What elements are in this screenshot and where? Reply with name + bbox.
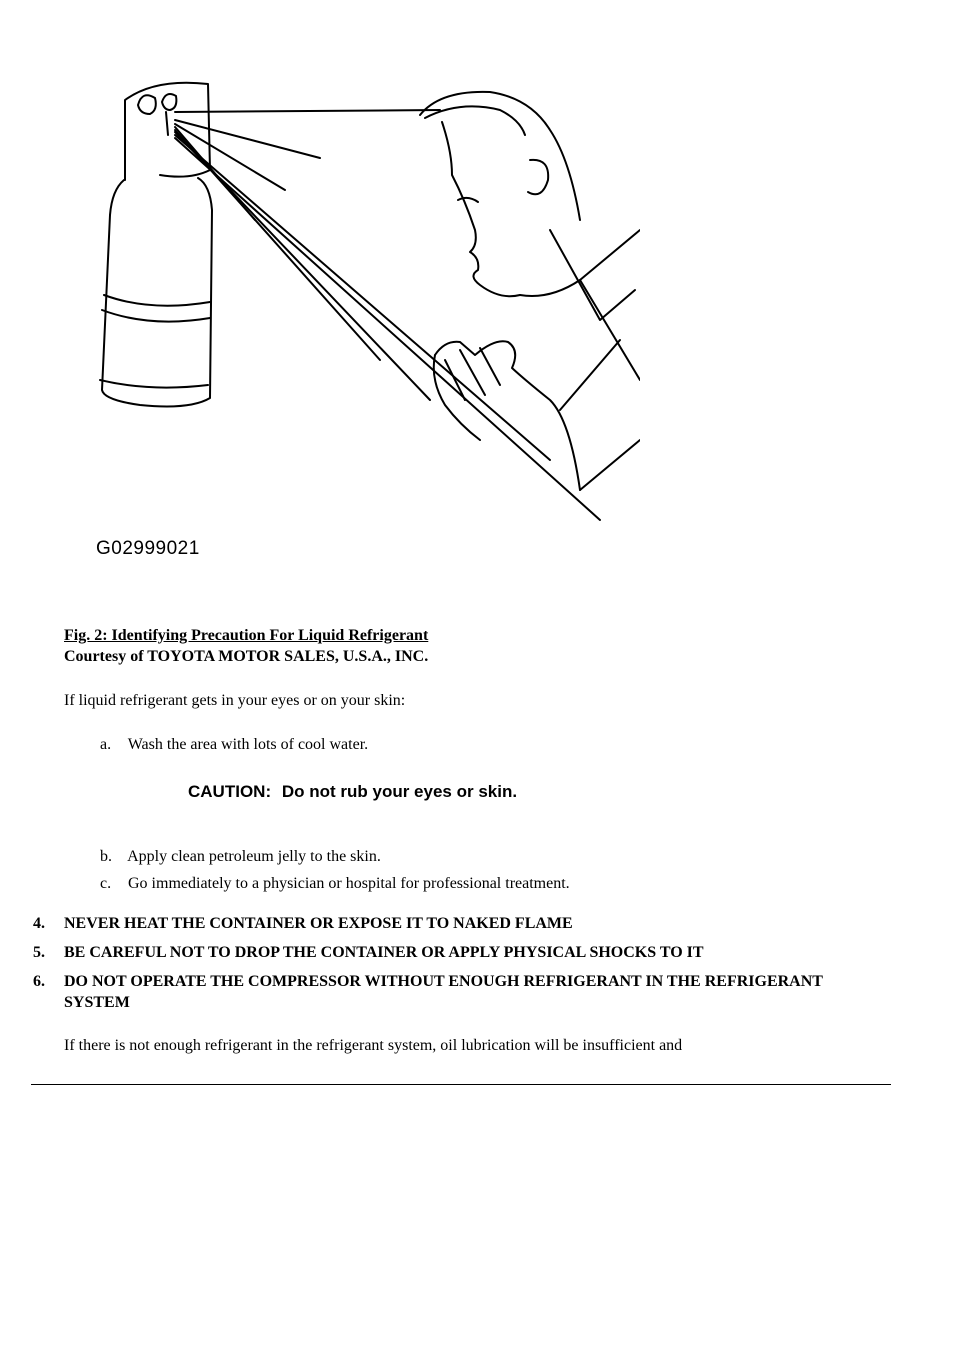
step-label: c.: [100, 875, 112, 892]
item-number: 4.: [33, 915, 45, 932]
item-number: 5.: [33, 944, 45, 961]
figure-caption: [64, 625, 428, 667]
caution-text: Do not rub your eyes or skin.: [281, 782, 518, 801]
item-5: [33, 942, 884, 963]
caution-note: [188, 782, 517, 802]
item-number: 6.: [33, 973, 45, 990]
step-c: [100, 875, 570, 893]
page-divider: [31, 1084, 891, 1085]
caption-title: Fig. 2: Identifying Precaution For Liquid Refrigerant: [64, 627, 429, 644]
step-text: Go immediately to a physician or hospital for professional treatment.: [128, 875, 570, 892]
item-4: [33, 913, 884, 934]
figure-code: G02999021: [96, 538, 200, 559]
step-a: [100, 736, 368, 754]
intro-text: If liquid refrigerant gets in your eyes or on your skin:: [64, 692, 406, 709]
item-text: DO NOT OPERATE THE COMPRESSOR WITHOUT ENOUGH REFRIGERANT IN THE REFRIGERANT SYSTEM: [64, 973, 823, 1011]
step-label: b.: [100, 848, 112, 865]
person-icon: [420, 92, 640, 490]
item-6: [33, 971, 884, 1013]
caution-label: CAUTION:: [188, 782, 272, 801]
step-text: Apply clean petroleum jelly to the skin.: [127, 848, 381, 865]
item-text: NEVER HEAT THE CONTAINER OR EXPOSE IT TO NAKED FLAME: [64, 915, 573, 932]
spray-lines: [175, 110, 600, 520]
caption-courtesy: Courtesy of TOYOTA MOTOR SALES, U.S.A., INC.: [64, 648, 429, 665]
step-label: a.: [100, 736, 112, 753]
refrigerant-cylinder-icon: [100, 83, 212, 407]
body-paragraph: If there is not enough refrigerant in the refrigerant system, oil lubrication will be insufficient and: [64, 1037, 683, 1054]
item-text: BE CAREFUL NOT TO DROP THE CONTAINER OR APPLY PHYSICAL SHOCKS TO IT: [64, 944, 704, 961]
step-b: [100, 848, 381, 866]
illustration: [80, 80, 640, 570]
step-text: Wash the area with lots of cool water.: [127, 736, 369, 753]
